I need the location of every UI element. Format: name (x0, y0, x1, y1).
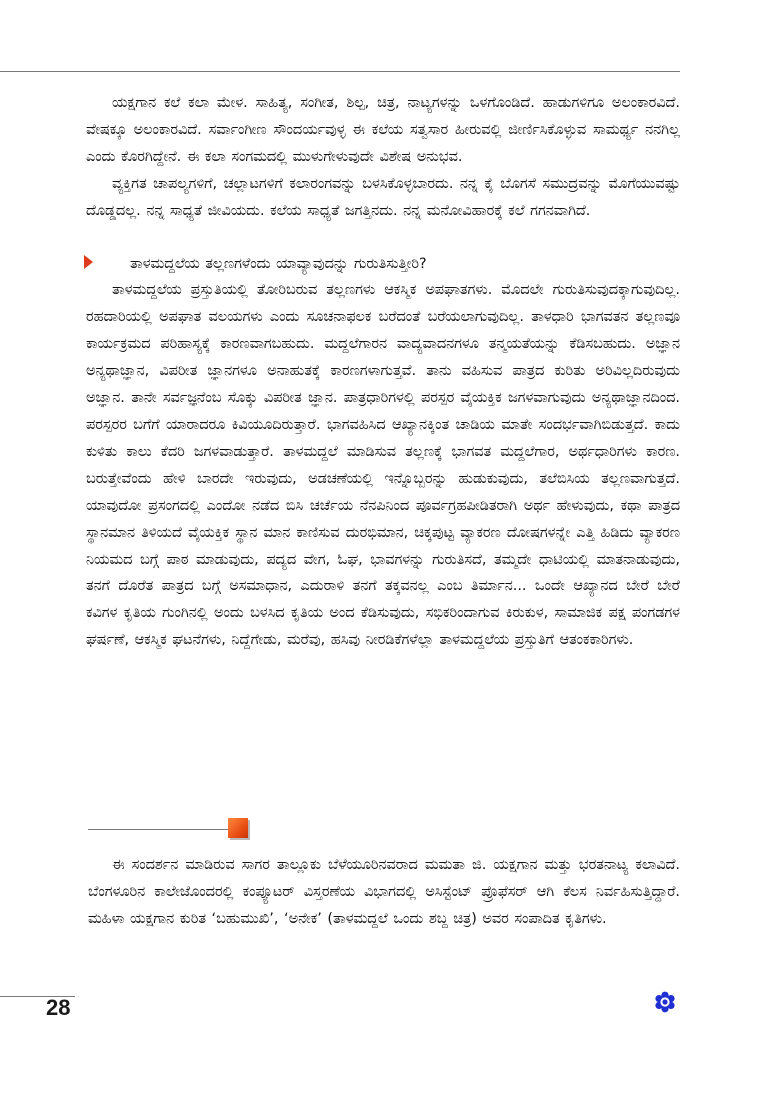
article-body (86, 90, 680, 654)
orange-square-icon (228, 818, 248, 838)
triangle-arrow-icon (84, 255, 93, 269)
flower-icon (654, 991, 676, 1013)
paragraph-2: ವ್ಯಕ್ತಿಗತ ಚಾಪಲ್ಯಗಳಿಗೆ, ಚಲ್ಲಾಟಗಳಿಗೆ ಕಲಾರಂಗವನ್ನು ಬಳಸಿಕೊಳ್ಳಬಾರದು. ನನ್ನ ಕೈ ಬೊಗಸೆ ಸಮುದ್ರವನ್ನು ಮೊಗೆಯುವಷ್ಟು ದೊಡ್ಡದಲ್ಲ. ನನ್ನ ಸಾಧ್ಯತೆ ಜೀವಿಯದು. ಕಲೆಯ ಸಾಧ್ಯತೆ ಜಗತ್ತಿನದು. ನನ್ನ ಮನೋವಿಹಾರಕ್ಕೆ ಕಲೆ ಗಗನವಾಗಿದೆ. (86, 175, 680, 219)
paragraph-1: ಯಕ್ಷಗಾನ ಕಲೆ ಕಲಾ ಮೇಳ. ಸಾಹಿತ್ಯ, ಸಂಗೀತ, ಶಿಲ್ಪ, ಚಿತ್ರ, ನಾಟ್ಯಗಳನ್ನು ಒಳಗೊಂಡಿದೆ. ಹಾಡುಗಳಿಗೂ ಅಲಂಕಾರವಿದೆ. ವೇಷಕ್ಕೂ ಅಲಂಕಾರವಿದೆ. ಸರ್ವಾಂಗೀಣ ಸೌಂದರ್ಯವುಳ್ಳ ಈ ಕಲೆಯ ಸತ್ವಸಾರ ಹೀರುವಲ್ಲಿ ಜೀರ್ಣಿಸಿಕೊಳ್ಳುವ ಸಾಮರ್ಥ್ಯ ನನಗಿಲ್ಲ ಎಂದು ಕೊರಗಿದ್ದೇನೆ. ಈ ಕಲಾ ಸಂಗಮದಲ್ಲಿ ಮುಳುಗೇಳುವುದೇ ವಿಶೇಷ ಅನುಭವ. (86, 95, 680, 165)
answer-paragraph: ತಾಳಮದ್ದಲೆಯ ಪ್ರಸ್ತುತಿಯಲ್ಲಿ ತೋರಿಬರುವ ತಲ್ಲಣಗಳು ಆಕಸ್ಮಿಕ ಅಪಘಾತಗಳು. ಮೊದಲೇ ಗುರುತಿಸುವುದಕ್ಕಾಗುವುದಿಲ್ಲ. ರಹದಾರಿಯಲ್ಲಿ ಅಪಘಾತ ವಲಯಗಳು ಎಂದು ಸೂಚನಾಫಲಕ ಬರೆದಂತೆ ಬರೆಯಲಾಗುವುದಿಲ್ಲ. ತಾಳಧಾರಿ ಭಾಗವತನ ತಲ್ಲಣವೂ ಕಾರ್ಯಕ್ರಮದ ಪರಿಹಾಸ್ಯಕ್ಕೆ ಕಾರಣವಾಗಬಹುದು. ಮದ್ದಲೆಗಾರನ ವಾದ್ಯವಾದನಗಳೂ ತನ್ಮಯತೆಯನ್ನು ಕೆಡಿಸಬಹುದು. ಅಜ್ಞಾನ ಅನ್ಯಥಾಜ್ಞಾನ, ವಿಪರೀತ ಜ್ಞಾನಗಳೂ ಅನಾಹುತಕ್ಕೆ ಕಾರಣಗಳಾಗುತ್ತವೆ. ತಾನು ವಹಿಸುವ ಪಾತ್ರದ ಕುರಿತು ಅರಿವಿಲ್ಲದಿರುವುದು ಅಜ್ಞಾನ. ತಾನೇ ಸರ್ವಜ್ಞನೆಂಬ ಸೊಕ್ಕು ವಿಪರೀತ ಜ್ಞಾನ. ಪಾತ್ರಧಾರಿಗಳಲ್ಲಿ ಪರಸ್ಪರ ವೈಯಕ್ತಿಕ ಜಗಳವಾಗುವುದು ಅನ್ಯಥಾಜ್ಞಾನದಿಂದ. ಪರಸ್ಪರರ ಬಗೆಗೆ ಯಾರಾದರೂ ಕಿವಿಯೂದಿರುತ್ತಾರೆ. ಭಾಗವಹಿಸಿದ ಆಖ್ಯಾನಕ್ಕಿಂತ ಚಾಡಿಯ ಮಾತೇ ಸಂದರ್ಭವಾಗಿಬಿಡುತ್ತದೆ. ಕಾದು ಕುಳಿತು ಕಾಲು ಕೆದರಿ ಜಗಳವಾಡುತ್ತಾರೆ. ತಾಳಮದ್ದಲೆ ಮಾಡಿಸುವ ತಲ್ಲಣಕ್ಕೆ ಭಾಗವತ ಮದ್ದಲೆಗಾರ, ಅರ್ಥಧಾರಿಗಳು ಕಾರಣ. ಬರುತ್ತೇವೆಂದು ಹೇಳಿ ಬಾರದೇ ಇರುವುದು, ಅಡಚಣೆಯಲ್ಲಿ ಇನ್ನೊಬ್ಬರನ್ನು ಹುಡುಕುವುದು, ತಲೆಬಿಸಿಯ ತಲ್ಲಣವಾಗುತ್ತದೆ. ಯಾವುದೋ ಪ್ರಸಂಗದಲ್ಲಿ ಎಂದೋ ನಡೆದ ಬಿಸಿ ಚರ್ಚೆಯ ನೆನಪಿನಿಂದ ಪೂರ್ವಗ್ರಹಪೀಡಿತರಾಗಿ ಅರ್ಥ ಹೇಳುವುದು, ಕಥಾ ಪಾತ್ರದ ಸ್ಥಾನಮಾನ ತಿಳಿಯದೆ ವೈಯಕ್ತಿಕ ಸ್ಥಾನ ಮಾನ ಕಾಣಿಸುವ ದುರಭಿಮಾನ, ಚಿಕ್ಕಪುಟ್ಟ ವ್ಯಾಕರಣ ದೋಷಗಳನ್ನೇ ಎತ್ತಿ ಹಿಡಿದು ವ್ಯಾಕರಣ ನಿಯಮದ ಬಗ್ಗೆ ಪಾಠ ಮಾಡುವುದು, ಪದ್ಯದ ವೇಗ, ಓಘ, ಭಾವಗಳನ್ನು ಗುರುತಿಸದೆ, ತಮ್ಮದೇ ಧಾಟಿಯಲ್ಲಿ ಮಾತನಾಡುವುದು, ತನಗೆ ದೊರೆತ ಪಾತ್ರದ ಬಗ್ಗೆ ಅಸಮಾಧಾನ, ಎದುರಾಳಿ ತನಗೆ ತಕ್ಕವನಲ್ಲ ಎಂಬ ತಿರ್ಮಾನ... ಒಂದೇ ಆಖ್ಯಾನದ ಬೇರೆ ಬೇರೆ ಕವಿಗಳ ಕೃತಿಯ ಗುಂಗಿನಲ್ಲಿ ಅಂದು ಬಳಸಿದ ಕೃತಿಯ ಅಂದ ಕೆಡಿಸುವುದು, ಸಭಿಕರಿಂದಾಗುವ ಕಿರುಕುಳ, ಸಾಮಾಜಿಕ ಪಕ್ಷ ಪಂಗಡಗಳ ಘರ್ಷಣೆ, ಆಕಸ್ಮಿಕ ಘಟನೆಗಳು, ನಿದ್ದೆಗೇಡು, ಮರೆವು, ಹಸಿವು ನೀರಡಿಕೆಗಳೆಲ್ಲಾ ತಾಳಮದ್ದಲೆಯ ಪ್ರಸ್ತುತಿಗೆ ಆತಂಕಕಾರಿಗಳು. (86, 282, 680, 649)
top-rule (0, 71, 680, 72)
author-note (88, 852, 680, 933)
page-number: 28 (46, 995, 71, 1020)
author-note-text: ಈ ಸಂದರ್ಶನ ಮಾಡಿರುವ ಸಾಗರ ತಾಲ್ಲೂಕು ಬೆಳೆಯೂರಿನವರಾದ ಮಮತಾ ಜಿ. ಯಕ್ಷಗಾನ ಮತ್ತು ಭರತನಾಟ್ಯ ಕಲಾವಿದೆ. ಬೆಂಗಳೂರಿನ ಕಾಲೇಜೊಂದರಲ್ಲಿ ಕಂಪ್ಯೂಟರ್ ವಿಸ್ತರಣೆಯ ವಿಭಾಗದಲ್ಲಿ ಅಸಿಸ್ಟೆಂಟ್ ಪ್ರೊಫೆಸರ್ ಆಗಿ ಕೆಲಸ ನಿರ್ವಹಿಸುತ್ತಿದ್ದಾರೆ. ಮಹಿಳಾ ಯಕ್ಷಗಾನ ಕುರಿತ ‘ಬಹುಮುಖಿ’, ‘ಅನೇಕ’ (ತಾಳಮದ್ದಲೆ ಒಂದು ಶಬ್ದ ಚಿತ್ರ) ಅವರ ಸಂಪಾದಿತ ಕೃತಿಗಳು. (88, 857, 680, 927)
note-separator (88, 829, 232, 830)
question-text: ತಾಳಮದ್ದಲೆಯ ತಲ್ಲಣಗಳೆಂದು ಯಾವ್ಯಾವುದನ್ನು ಗುರುತಿಸುತ್ತೀರಿ? (130, 255, 427, 272)
paragraph-gap (86, 225, 680, 251)
question-heading (86, 251, 680, 278)
